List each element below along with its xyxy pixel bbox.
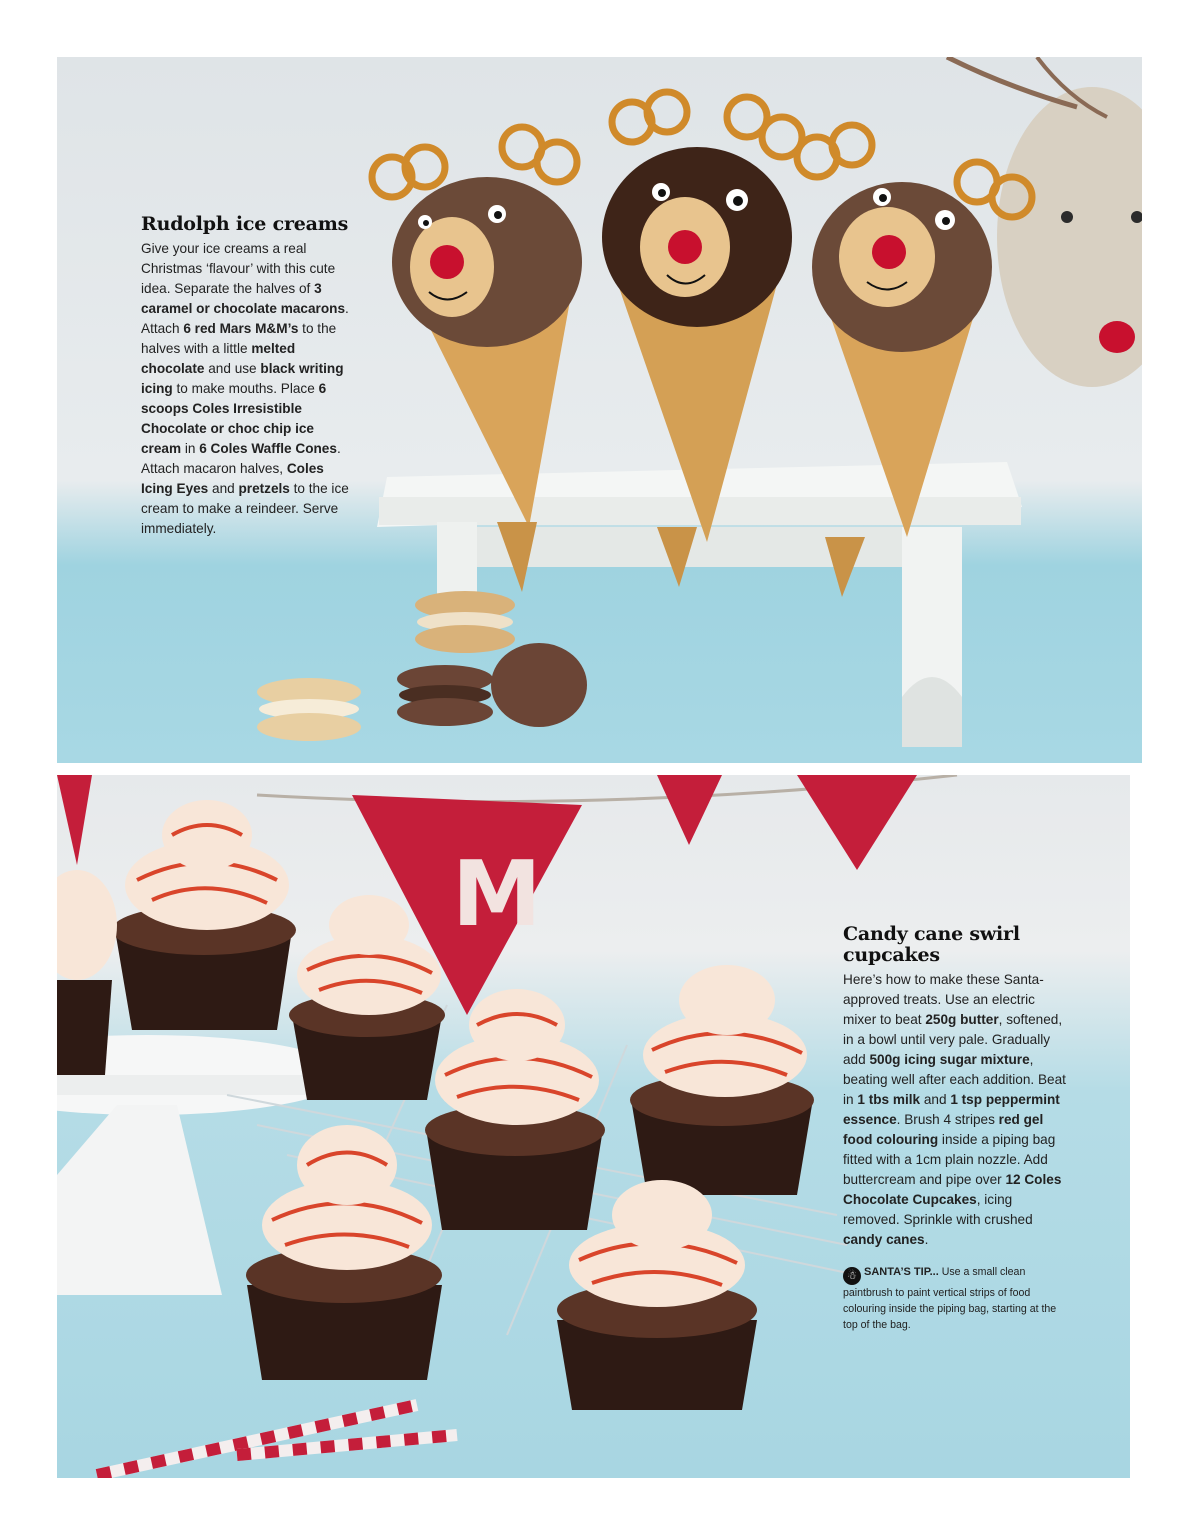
recipe-text: Give your ice creams a real Christmas ‘flavour’ with this cute idea. Separate the halves of [141,241,336,296]
ingredient: red gel food colouring [843,1112,1044,1147]
candy-cane-cupcakes-photo [57,775,1130,1478]
ingredient: black writing icing [141,361,344,396]
recipe-text: , softened, in a bowl until very pale. Gradually add [843,1012,1063,1067]
ingredient: 3 caramel or chocolate macarons [141,281,345,316]
tip-text: Use a small clean paintbrush to paint vertical strips of food colouring inside the piping bag, starting at the top of the bag. [843,1266,1057,1331]
recipe-text: and use [204,361,261,376]
tip-label: SANTA’S TIP... [864,1266,939,1278]
ingredient: melted chocolate [141,341,296,376]
ingredient: 1 tsp peppermint essence [843,1092,1060,1127]
recipe-text: and [208,481,239,496]
rudolph-ice-creams-photo [57,57,1142,763]
recipe-text: to the halves with a little [141,321,337,356]
ingredient: 6 red Mars M&M’s [183,321,299,336]
rudolph-recipe [141,214,356,539]
ingredient: 6 Coles Waffle Cones [199,441,337,456]
recipe-text: . Brush 4 stripes [896,1112,999,1127]
ingredient: 1 tbs milk [857,1092,921,1107]
rudolph-recipe-method [141,239,356,539]
cupcakes-recipe [843,924,1068,1333]
recipe-text: in [181,441,200,456]
ingredient: 12 Coles Chocolate Cupcakes [843,1172,1062,1207]
cupcakes-recipe-method [843,970,1068,1250]
recipe-text: Here’s how to make these Santa-approved treats. Use an electric mixer to beat [843,972,1044,1027]
recipe-text: inside a piping bag fitted with a 1cm plain nozzle. Add buttercream and pipe over [843,1132,1056,1187]
ingredient: Coles Icing Eyes [141,461,324,496]
ingredient: 500g icing sugar mixture [869,1052,1030,1067]
bunting-letter: M [452,842,542,947]
recipe-text: to make mouths. Place [172,381,319,396]
recipe-text: , icing removed. Sprinkle with crushed [843,1192,1033,1227]
cupcakes-recipe-title: Candy cane swirl cupcakes [843,923,1020,966]
recipe-text: to the ice cream to make a reindeer. Serve immediately. [141,481,349,536]
ingredient: pretzels [238,481,290,496]
recipe-text: . Attach [141,301,349,336]
santas-tip [843,1264,1068,1333]
rudolph-recipe-title: Rudolph ice creams [141,213,349,235]
recipe-text: , beating well after each addition. Beat in [843,1052,1066,1107]
macarons [257,591,587,741]
ingredient: candy canes [843,1232,925,1247]
santa-icon: ☃ [843,1267,861,1285]
recipe-text: and [920,1092,951,1107]
candy-canes [97,1405,457,1475]
recipe-text: . Attach macaron halves, [141,441,341,476]
ingredient: 6 scoops Coles Irresistible Chocolate or choc chip ice cream [141,381,327,456]
recipe-text: . [924,1232,929,1247]
ingredient: 250g butter [925,1012,999,1027]
